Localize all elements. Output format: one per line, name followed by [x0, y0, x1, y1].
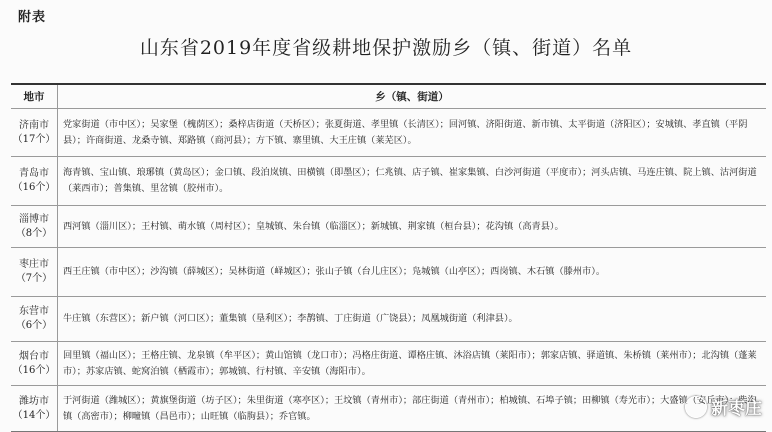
city-count: （16个） — [12, 364, 56, 376]
city-name: 济南市 — [19, 119, 49, 131]
city-count: （6个） — [15, 320, 53, 331]
township-list: 海青镇、宝山镇、琅琊镇（黄岛区）；金口镇、段泊岚镇、田横镇（即墨区）；仁兆镇、店子镇、崔家集镇、白沙河街道（平度市）；河头店镇、马连庄镇、院上镇、沽河街道（莱西市）；普集镇、里岔镇（胶州市）。 — [63, 167, 757, 194]
city-name: 淄博市 — [19, 213, 49, 225]
township-list: 牛庄镇（东营区）；新户镇（河口区）；董集镇（垦利区）；李鹊镇、丁庄街道（广饶县）；凤凰城街道（利津县）。 — [63, 313, 518, 324]
city-count: （7个） — [15, 273, 53, 284]
city-cell — [11, 157, 58, 205]
township-list: 西王庄镇（市中区）；沙沟镇（薛城区）；吴林街道（峄城区）；张山子镇（台儿庄区）；凫城镇（山亭区）；西岗镇、木石镇（滕州市）。 — [63, 266, 606, 277]
city-name: 青岛市 — [19, 168, 49, 179]
incentive-table — [11, 83, 766, 432]
city-count: （8个） — [15, 227, 53, 239]
city-cell — [11, 297, 58, 341]
city-name: 潍坊市 — [19, 395, 49, 407]
watermark — [685, 394, 762, 419]
city-cell — [11, 342, 58, 385]
township-list: 西河镇（淄川区）；王村镇、萌水镇（周村区）；皇城镇、朱台镇（临淄区）；新城镇、荆家镇（桓台县）；花沟镇（高青县）。 — [63, 220, 564, 232]
city-count: （14个） — [12, 409, 56, 421]
table-row-yantai — [11, 342, 766, 386]
appendix-label: 附表 — [18, 10, 47, 25]
city-count: （16个） — [12, 182, 56, 193]
table-row-jinan — [11, 109, 766, 157]
city-cell — [11, 248, 58, 296]
city-cell — [11, 109, 58, 156]
watermark-text: 新枣庄 — [711, 399, 762, 419]
city-name: 东营市 — [19, 306, 49, 317]
city-name: 烟台市 — [19, 350, 49, 362]
table-row-zibo — [11, 206, 766, 248]
document-title: 山东省2019年度省级耕地保护激励乡（镇、街道）名单 — [139, 37, 633, 59]
table-row-qingdao — [11, 157, 766, 206]
city-name: 枣庄市 — [19, 259, 49, 270]
city-cell — [11, 386, 58, 431]
city-column-header: 地市 — [11, 85, 58, 108]
list-column-header: 乡（镇、街道） — [375, 90, 449, 103]
table-row-dongying — [11, 297, 766, 342]
city-cell — [11, 206, 58, 247]
township-list: 党家街道（市中区）；吴家堡（槐荫区）；桑梓店街道（天桥区）；张夏街道、孝里镇（长清区）；回河镇、济阳街道、新市镇、太平街道（济阳区）；安城镇、孝直镇（平阴县）；许商街道、龙桑寺镇、郑路镇（商河县）；方下镇、寨里镇、大王庄镇（莱芜区）。 — [63, 118, 748, 146]
watermark-logo-icon — [685, 396, 707, 418]
table-header-row — [11, 85, 766, 109]
township-list: 于河街道（潍城区）；黄旗堡街道（坊子区）；朱里街道（寒亭区）；王坟镇（青州市）；部庄街道（青州市）；柏城镇、石埠子镇；田柳镇（寿光市）；大盛镇（安丘市）；柴沟镇（高密市）；柳疃镇（昌邑市）；山旺镇（临朐县）；乔官镇。 — [63, 394, 757, 422]
township-list: 回里镇（福山区）；王格庄镇、龙泉镇（牟平区）；黄山馆镇（龙口市）；冯格庄街道、谭格庄镇、沐浴店镇（莱阳市）；郭家店镇、驿道镇、朱桥镇（莱州市）；北沟镇（蓬莱市）；苏家店镇、蛇窝泊镇（栖霞市）；郭城镇、行村镇、辛安镇（海阳市）。 — [63, 349, 757, 377]
city-count: （17个） — [12, 133, 56, 145]
table-row-weifang — [11, 386, 766, 431]
table-row-zaozhuang — [11, 248, 766, 297]
